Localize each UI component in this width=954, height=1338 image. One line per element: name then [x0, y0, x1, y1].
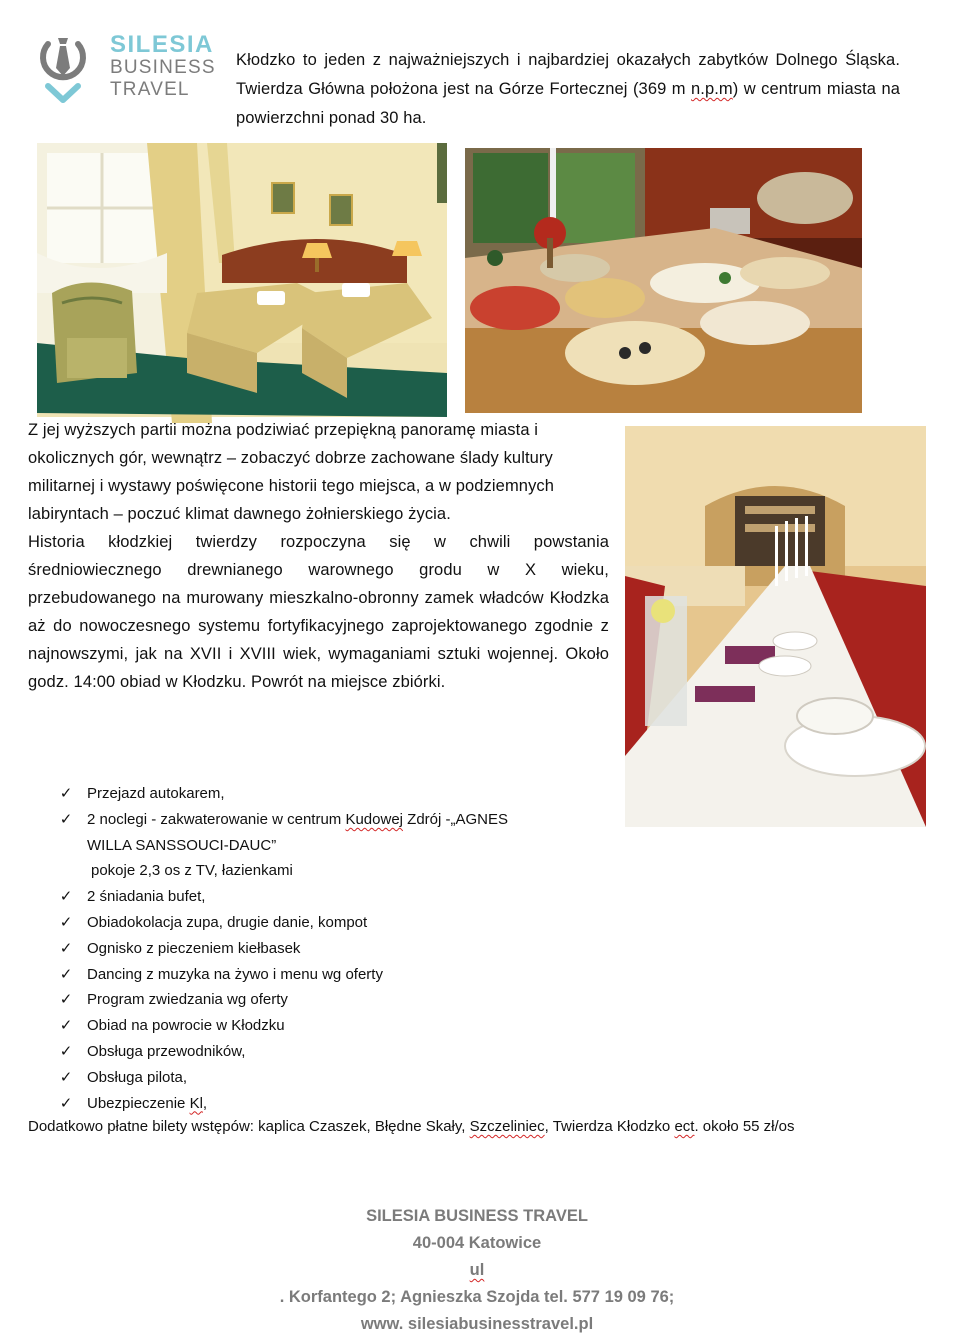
list-item: ✓ Program zwiedzania wg oferty: [56, 987, 616, 1013]
logo-pin-icon: [36, 32, 90, 104]
footer-company: SILESIA BUSINESS TRAVEL: [366, 1207, 588, 1225]
body-text-1: Z jej wyższych partii można podziwiać przepiękną panoramę miasta i okolicznych gór, wewnątrz – zobaczyć dobrze zachowane ślady kultury militarnej i wystawy poświęcone historii tego miejsca, a w podziemnych labiryntach – poczuć klimat dawnego żołnierskiego życia.: [28, 421, 555, 523]
list-item: ✓ Obsługa przewodników,: [56, 1039, 616, 1065]
included-services-list: [56, 781, 616, 1116]
footer: [0, 1203, 954, 1338]
list-item: ✓ Dancing z muzyka na żywo i menu wg oferty: [56, 962, 616, 988]
hotel-room-photo: [37, 143, 447, 417]
company-logo: [30, 28, 230, 108]
list-item: ✓ Obiadokolacja zupa, drugie danie, kompot: [56, 910, 616, 936]
checkmark-icon: ✓: [59, 991, 73, 1009]
checkmark-icon: ✓: [59, 888, 73, 906]
list-item: ✓ Ubezpieczenie Kl,: [56, 1091, 616, 1117]
intro-text-2: ) w centrum miasta na powierzchni ponad 30 ha.: [236, 80, 900, 127]
list-item: ✓ Obsługa pilota,: [56, 1065, 616, 1091]
extra-paid-note: Dodatkowo płatne bilety wstępów: kaplica Czaszek, Błędne Skały, Szczeliniec, Twierdza Kłodzko ect. około 55 zł/os: [28, 1118, 795, 1135]
footer-address: 40-004 Katowice ul . Korfantego 2; Agnieszka Szojda tel. 577 19 09 76;: [279, 1234, 675, 1306]
logo-text-silesia: SILESIA: [110, 31, 214, 58]
intro-paragraph: [236, 46, 900, 133]
checkmark-icon: ✓: [59, 785, 73, 802]
intro-text-1: Kłodzko to jeden z najważniejszych i najbardziej okazałych zabytków Dolnego Śląska. Twierdza Główna położona jest na Górze Fortecznej (369 m: [236, 51, 900, 98]
checkmark-icon: ✓: [59, 1094, 73, 1112]
checkmark-icon: ✓: [59, 965, 73, 983]
list-item-continuation: WILLA SANSSOUCI-DAUC”: [87, 836, 277, 854]
checkmark-icon: ✓: [59, 810, 73, 828]
list-item-continuation: pokoje 2,3 os z TV, łazienkami: [91, 862, 293, 880]
checkmark-icon: ✓: [59, 1068, 73, 1086]
buffet-photo: [465, 148, 862, 413]
checkmark-icon: ✓: [59, 1017, 73, 1035]
list-item: ✓ Obiad na powrocie w Kłodzku: [56, 1013, 616, 1039]
list-item: ✓ 2 noclegi - zakwaterowanie w centrum Kudowej Zdrój -„AGNES: [56, 807, 616, 833]
list-item: ✓ Ognisko z pieczeniem kiełbasek: [56, 936, 616, 962]
body-paragraph: [28, 416, 609, 696]
logo-text-business: BUSINESS: [110, 57, 216, 78]
checkmark-icon: ✓: [59, 1042, 73, 1060]
list-item: ✓ Przejazd autokarem,: [56, 781, 616, 807]
logo-text-travel: TRAVEL: [110, 79, 190, 100]
banquet-hall-photo: [625, 426, 926, 827]
footer-website: www. silesiabusinesstravel.pl: [360, 1315, 594, 1333]
list-item: ✓ 2 śniadania bufet,: [56, 884, 616, 910]
checkmark-icon: ✓: [59, 913, 73, 931]
intro-npm: n.p.m: [691, 80, 733, 98]
body-text-2: Historia kłodzkiej twierdzy rozpoczyna się w chwili powstania średniowiecznego drewnianego warownego grodu w X wieku, przebudowanego na murowany mieszkalno-obronny zamek władców Kłodzka aż do nowoczesnego systemu fortyfikacyjnego zaprojektowanego zgodnie z najnowszymi, jak na XVII i XVIII wiek, wymaganiami sztuki wojennej. Około godz. 14:00 obiad w Kłodzku. Powrót na miejsce zbiórki.: [28, 533, 609, 691]
checkmark-icon: ✓: [59, 939, 73, 957]
